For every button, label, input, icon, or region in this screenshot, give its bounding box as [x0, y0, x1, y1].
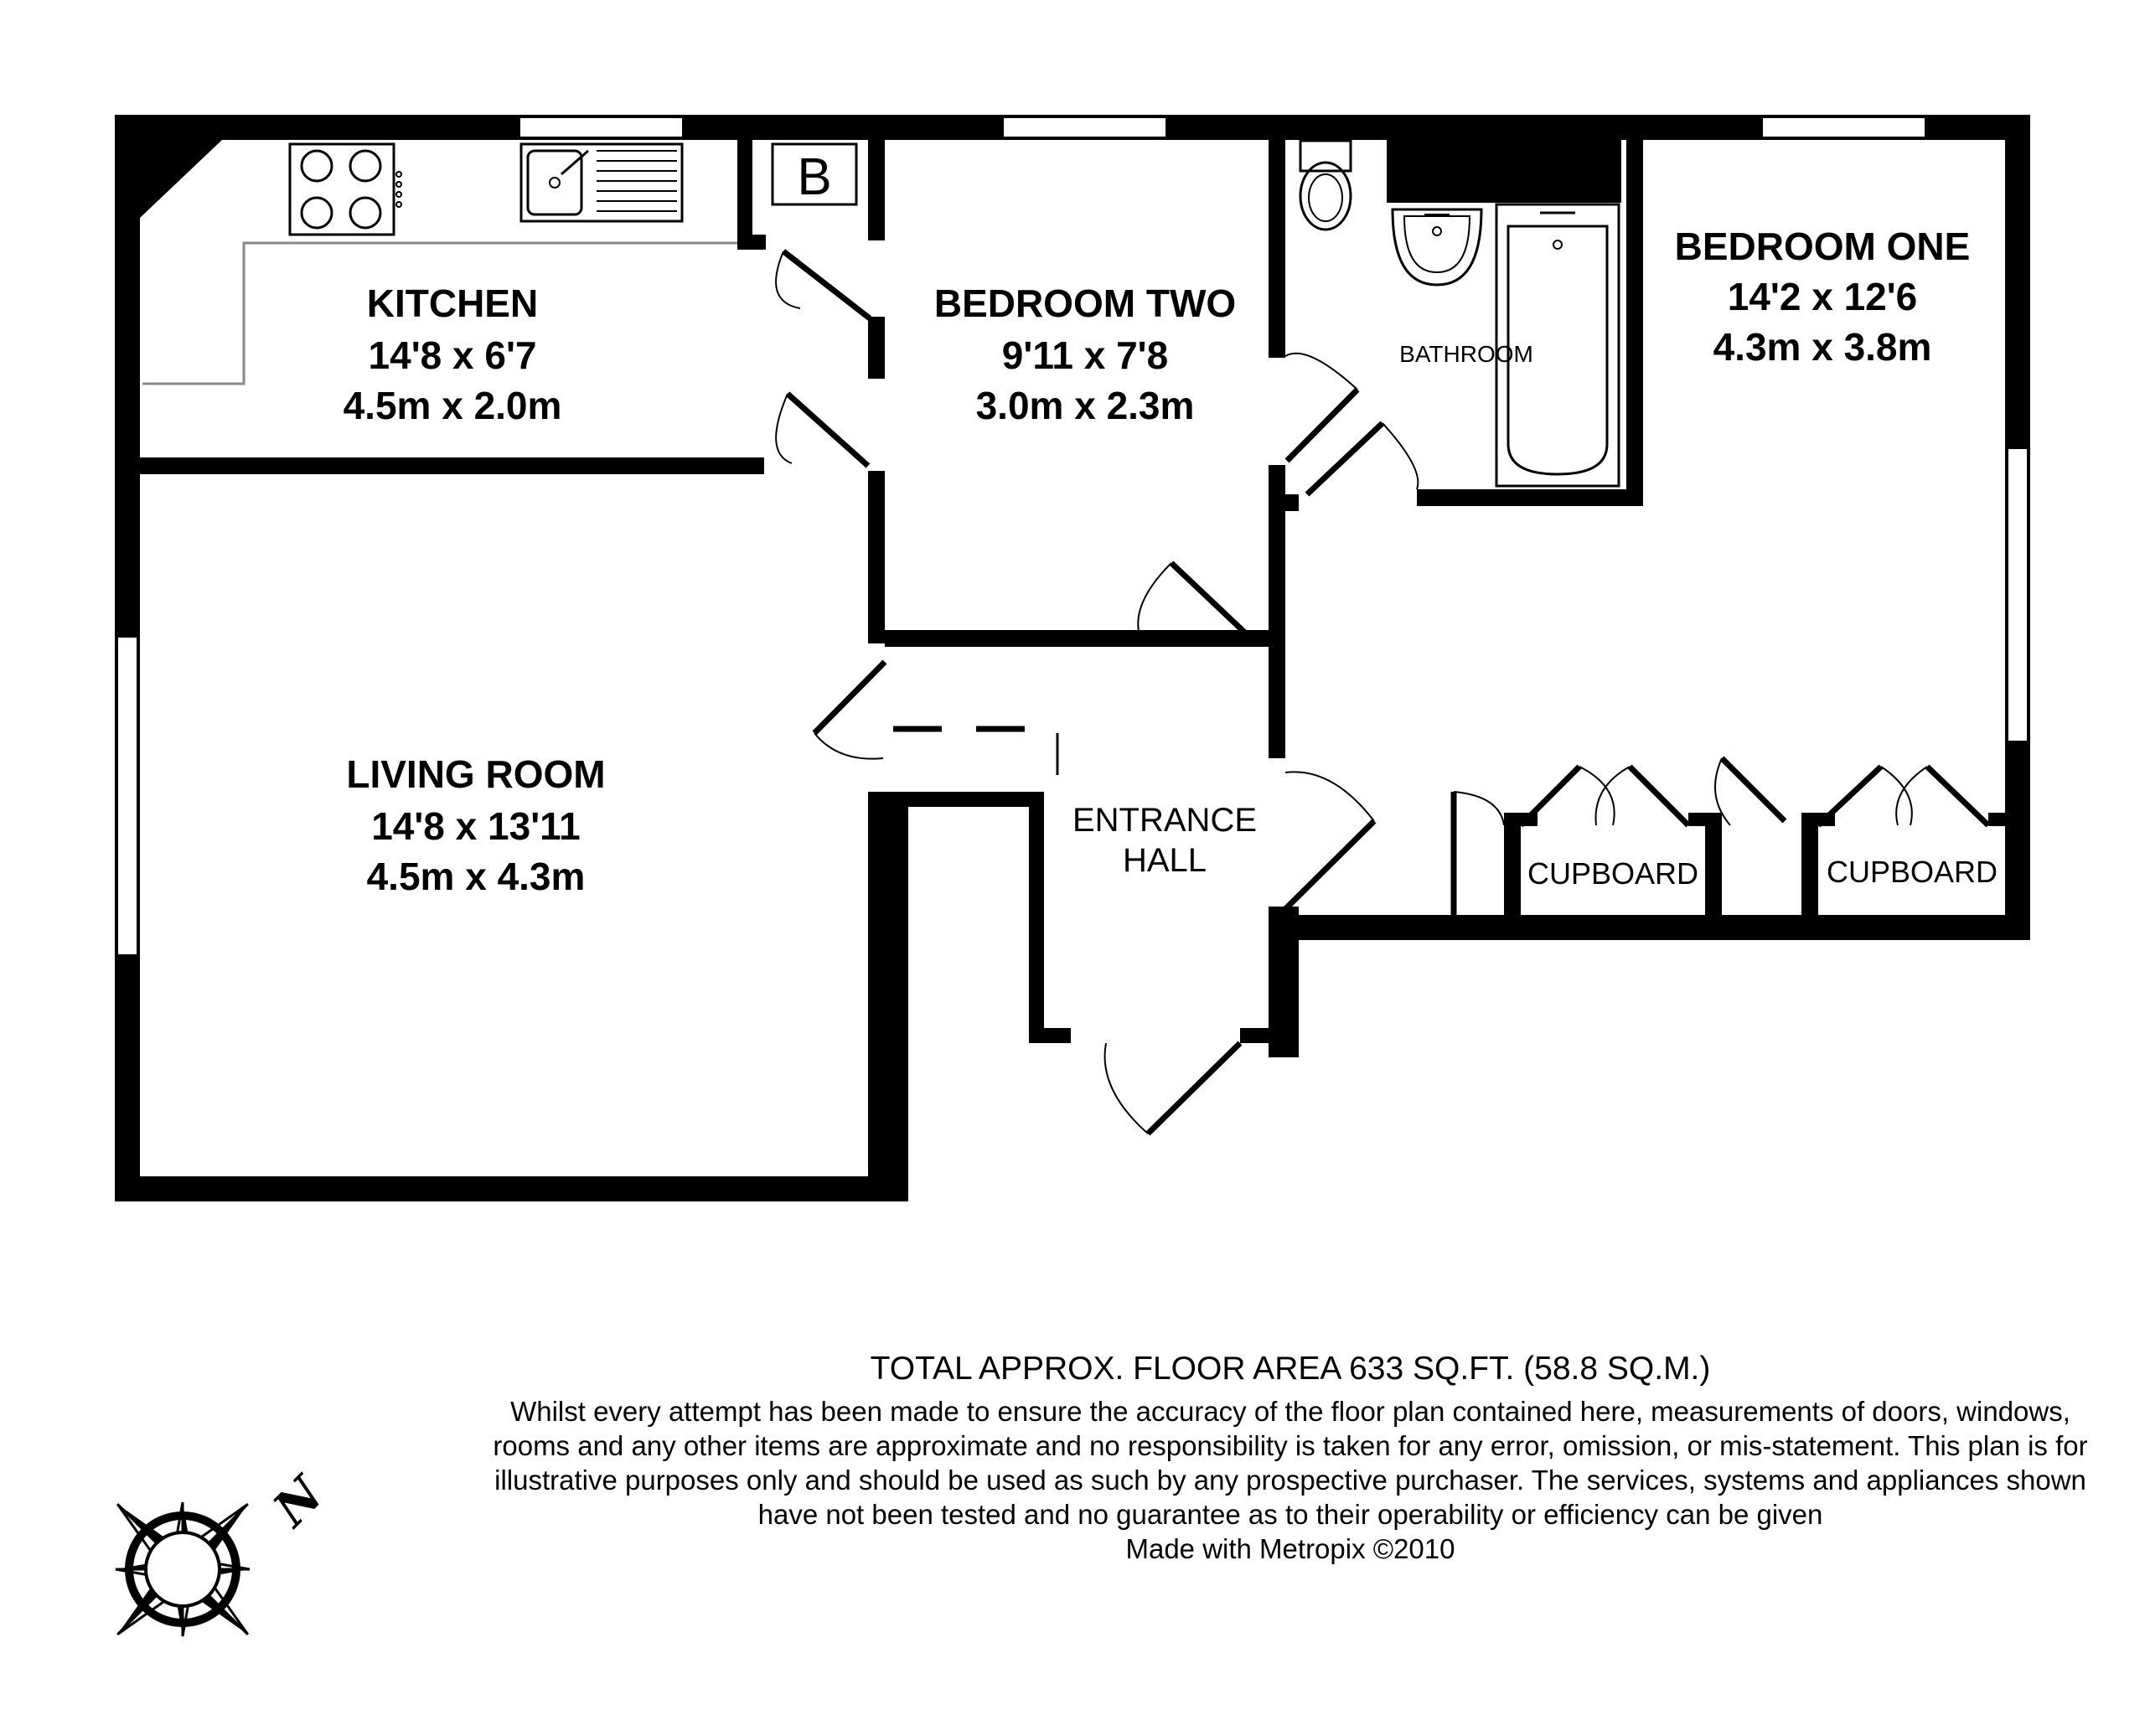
living-room-imperial: 14'8 x 13'11: [371, 804, 581, 848]
living-room-metric: 4.5m x 4.3m: [366, 855, 586, 898]
doors: [776, 251, 1988, 1134]
disclaimer-text: Whilst every attempt has been made to ensure the accuracy of the floor plan contained here, measurements of doors, windows, rooms and any other items are approximate and no responsibility is taken for any error, omission, or mis-statement. This plan is for illustrative purposes only and should be used as such by any prospective purchaser. The services, systems and appliances shown have not been tested and no guarantee as to their operability or efficiency can be given: [493, 1396, 2088, 1530]
bedroom-two-name: BEDROOM TWO: [933, 282, 1237, 325]
total-floor-area: TOTAL APPROX. FLOOR AREA 633 SQ.FT. (58.8 SQ.M.): [870, 1351, 1711, 1387]
bedroom-two-imperial: 9'11 x 7'8: [1001, 333, 1169, 377]
cupboard-2-name: CUPBOARD: [1826, 855, 1998, 889]
bedroom-one-name: BEDROOM ONE: [1674, 225, 1971, 268]
room-labels: [344, 225, 1998, 898]
bedroom-two-metric: 3.0m x 2.3m: [975, 384, 1195, 427]
made-with-credit: Made with Metropix ©2010: [1125, 1533, 1455, 1564]
kitchen-name: KITCHEN: [366, 282, 539, 325]
entrance-hall-line2: HALL: [1122, 842, 1207, 879]
cupboard-1-name: CUPBOARD: [1527, 856, 1699, 891]
bedroom-one-imperial: 14'2 x 12'6: [1727, 275, 1918, 318]
living-room-name: LIVING ROOM: [346, 752, 606, 796]
bedroom-one-metric: 4.3m x 3.8m: [1713, 325, 1932, 369]
boiler-symbol: B: [797, 148, 832, 206]
footer: [469, 1351, 2111, 1566]
bathroom-name: BATHROOM: [1399, 341, 1533, 367]
compass-rose: [49, 1435, 317, 1703]
compass-star: [49, 1435, 317, 1703]
kitchen-imperial: 14'8 x 6'7: [368, 333, 537, 377]
entrance-hall-line1: ENTRANCE: [1072, 802, 1258, 839]
kitchen-metric: 4.5m x 2.0m: [343, 384, 562, 427]
north-indicator: N: [262, 1465, 334, 1537]
